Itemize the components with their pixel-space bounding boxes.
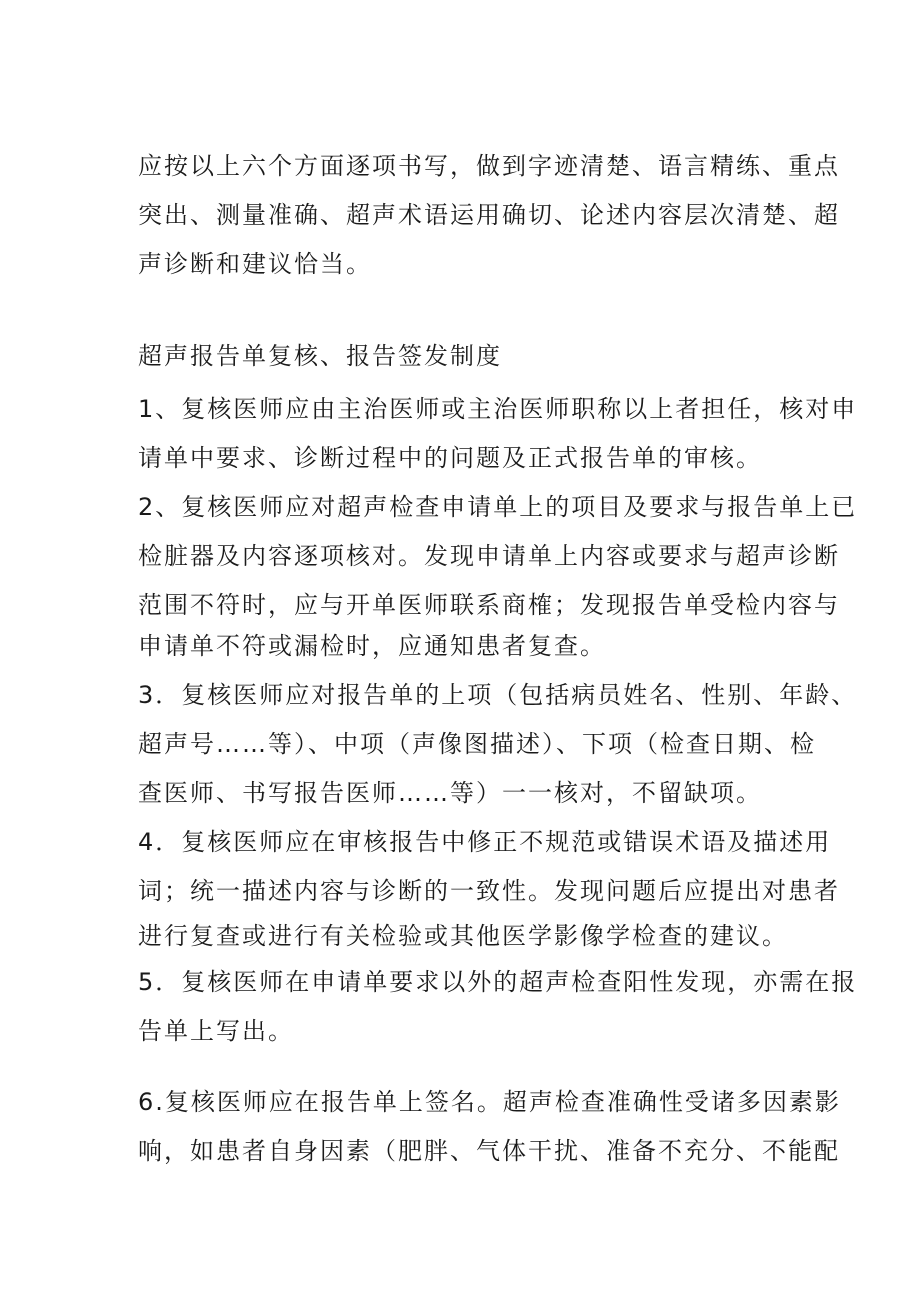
text-line: 4．复核医师应在审核报告中修正不规范或错误术语及描述用 bbox=[138, 828, 832, 856]
text-line: 范围不符时，应与开单医师联系商榷；发现报告单受检内容与 bbox=[138, 591, 840, 619]
text-line: 词；统一描述内容与诊断的一致性。发现问题后应提出对患者 bbox=[138, 877, 840, 905]
text-line: 检脏器及内容逐项核对。发现申请单上内容或要求与超声诊断 bbox=[138, 542, 840, 570]
text-line: 查医师、书写报告医师……等）一一核对，不留缺项。 bbox=[138, 779, 762, 807]
text-line: 响，如患者自身因素（肥胖、气体干扰、准备不充分、不能配 bbox=[138, 1137, 840, 1165]
text-line: 申请单不符或漏检时，应通知患者复查。 bbox=[138, 632, 606, 660]
text-line: 2、复核医师应对超声检查申请单上的项目及要求与报告单上已 bbox=[138, 493, 858, 521]
section-title: 超声报告单复核、报告签发制度 bbox=[138, 342, 502, 370]
text-line: 5．复核医师在申请单要求以外的超声检查阳性发现，亦需在报 bbox=[138, 968, 858, 996]
text-line: 超声号……等）、中项（声像图描述）、下项（检查日期、检 bbox=[138, 730, 816, 758]
text-line: 6.复核医师应在报告单上签名。超声检查准确性受诸多因素影 bbox=[138, 1088, 841, 1116]
text-line: 声诊断和建议恰当。 bbox=[138, 250, 372, 278]
text-line: 突出、测量准确、超声术语运用确切、论述内容层次清楚、超 bbox=[138, 201, 840, 229]
text-line: 应按以上六个方面逐项书写，做到字迹清楚、语言精练、重点 bbox=[138, 152, 840, 180]
text-line: 请单中要求、诊断过程中的问题及正式报告单的审核。 bbox=[138, 444, 762, 472]
text-line: 1、复核医师应由主治医师或主治医师职称以上者担任，核对申 bbox=[138, 395, 858, 423]
text-line: 告单上写出。 bbox=[138, 1017, 294, 1045]
text-line: 3．复核医师应对报告单的上项（包括病员姓名、性别、年龄、 bbox=[138, 681, 858, 709]
text-line: 进行复查或进行有关检验或其他医学影像学检查的建议。 bbox=[138, 922, 788, 950]
